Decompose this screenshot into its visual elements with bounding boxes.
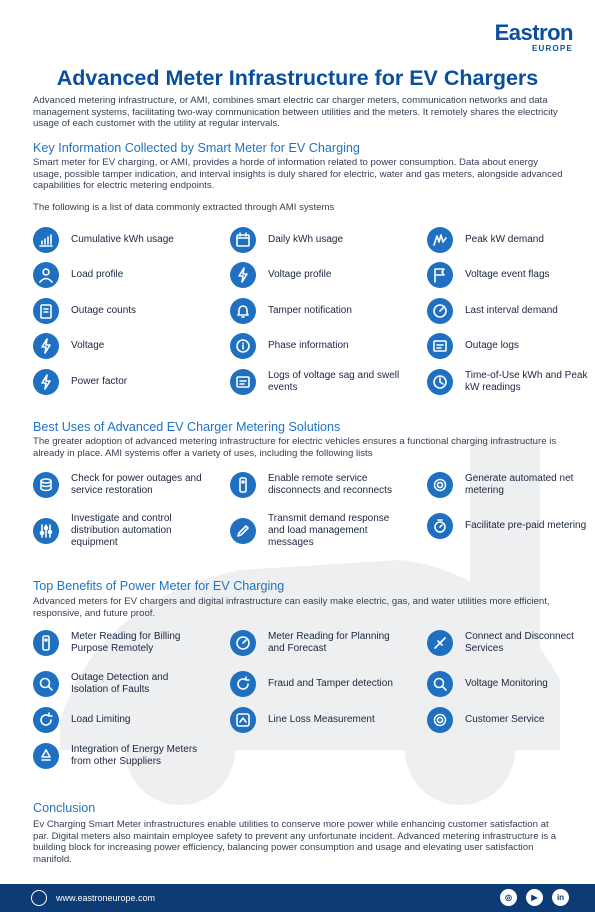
gauge-icon <box>230 630 256 656</box>
key-item <box>33 262 208 288</box>
item-label: Connect and Disconnect Services <box>465 631 574 654</box>
key-info-intro-list: The following is a list of data commonly extracted through AMI systems <box>33 202 335 213</box>
database-icon <box>33 472 59 498</box>
item-label: Line Loss Measurement <box>268 714 375 725</box>
item-label: Tamper notification <box>268 305 352 316</box>
sliders-icon <box>33 518 59 544</box>
plug-icon <box>427 630 453 656</box>
peak-icon <box>427 227 453 253</box>
item-label: Transmit demand response and load management messages <box>268 513 390 548</box>
key-item <box>33 298 208 324</box>
key-item <box>427 369 595 395</box>
brand-name: Eastron <box>494 20 573 45</box>
item-label: Outage logs <box>465 340 519 351</box>
key-item <box>427 333 595 359</box>
item-label: Meter Reading for Planning and Forecast <box>268 631 390 654</box>
uses-item <box>33 513 208 549</box>
meter-icon <box>230 707 256 733</box>
key-item <box>230 369 405 395</box>
item-label: Integration of Energy Meters from other Suppliers <box>71 744 198 767</box>
item-label: Check for power outages and service restoration <box>71 473 202 496</box>
item-label: Peak kW demand <box>465 234 544 245</box>
item-label: Outage Detection and Isolation of Faults <box>71 672 169 695</box>
item-label: Time-of-Use kWh and Peak kW readings <box>465 370 588 393</box>
item-label: Voltage profile <box>268 269 332 280</box>
intro-text: Advanced metering infrastructure, or AMI, combines smart electric car charger meters, communication networks and data management systems, facilitating two-way communication between utilities and the meters. It remotely shares the electricity usage of each customer with the utility at regular intervals. <box>33 95 558 129</box>
log-icon <box>230 369 256 395</box>
key-item <box>230 298 405 324</box>
bolt-icon <box>33 369 59 395</box>
item-label: Load Limiting <box>71 714 131 725</box>
uses-item <box>230 472 405 498</box>
gauge-icon <box>427 298 453 324</box>
key-info-heading: Key Information Collected by Smart Meter for EV Charging <box>33 141 360 155</box>
item-label: Outage counts <box>71 305 137 316</box>
benefits-item <box>33 671 208 697</box>
key-item <box>33 369 208 395</box>
item-label: Voltage <box>71 340 105 351</box>
flag-icon <box>427 262 453 288</box>
key-item <box>33 333 208 359</box>
item-label: Logs of voltage sag and swell events <box>268 370 400 393</box>
gear-icon <box>427 707 453 733</box>
brand-sub: EUROPE <box>532 44 573 53</box>
key-item <box>230 262 405 288</box>
bell-icon <box>230 298 256 324</box>
benefits-heading: Top Benefits of Power Meter for EV Charging <box>33 579 285 593</box>
item-label: Cumulative kWh usage <box>71 234 174 245</box>
benefits-item <box>33 707 208 733</box>
item-label: Load profile <box>71 269 124 280</box>
item-label: Facilitate pre-paid metering <box>465 520 587 531</box>
benefits-paragraph: Advanced meters for EV chargers and digital infrastructure can easily make electric, gas, and water utilities more efficient, responsive, and future proof. <box>33 596 550 619</box>
info-icon <box>230 333 256 359</box>
footer <box>0 884 595 912</box>
remote-icon <box>230 472 256 498</box>
refresh-icon <box>33 707 59 733</box>
item-label: Phase information <box>268 340 349 351</box>
clipboard-icon <box>33 298 59 324</box>
globe-icon <box>31 890 47 906</box>
benefits-item <box>230 671 405 697</box>
log-icon <box>427 333 453 359</box>
item-label: Voltage Monitoring <box>465 678 548 689</box>
item-label: Voltage event flags <box>465 269 550 280</box>
benefits-item <box>33 743 208 769</box>
best-uses-paragraph: The greater adoption of advanced metering infrastructure for electric vehicles ensures a functional charging infrastructure is already in place. AMI systems offer a variety of uses, including the following lists <box>33 436 557 459</box>
timer-icon <box>427 513 453 539</box>
youtube-icon[interactable]: ▶ <box>526 889 543 906</box>
key-item <box>33 227 208 253</box>
key-item <box>230 227 405 253</box>
item-label: Investigate and control distribution automation equipment <box>71 513 172 548</box>
uses-item <box>427 513 595 539</box>
bolt-icon <box>33 333 59 359</box>
item-label: Power factor <box>71 376 128 387</box>
benefits-item <box>427 707 595 733</box>
user-icon <box>33 262 59 288</box>
page-title: Advanced Meter Infrastructure for EV Chargers <box>56 66 539 90</box>
calendar-icon <box>230 227 256 253</box>
gear-icon <box>427 472 453 498</box>
item-label: Meter Reading for Billing Purpose Remotely <box>71 631 181 654</box>
key-item <box>427 227 595 253</box>
benefits-item <box>427 630 595 656</box>
uses-item <box>230 513 405 549</box>
search-icon <box>33 671 59 697</box>
edit-icon <box>230 518 256 544</box>
recycle-icon <box>33 743 59 769</box>
key-item <box>427 262 595 288</box>
key-item <box>427 298 595 324</box>
benefits-item <box>33 630 208 656</box>
brand-logo[interactable] <box>495 22 573 53</box>
refresh-icon <box>230 671 256 697</box>
item-label: Generate automated net metering <box>465 473 574 496</box>
item-label: Customer Service <box>465 714 545 725</box>
benefits-item <box>230 630 405 656</box>
search-icon <box>427 671 453 697</box>
best-uses-heading: Best Uses of Advanced EV Charger Metering Solutions <box>33 420 341 434</box>
conclusion-paragraph: Ev Charging Smart Meter infrastructures enable utilities to conserve more power while enhancing customer satisfaction at par. Digital meters also maintain employee safety to prevent any unfortunate incident. Advanced metering infrastructure is a building block for increasing power efficiency, balancing power consumption and usage and elevating user satisfaction manifold. <box>33 819 557 865</box>
clock-icon <box>427 369 453 395</box>
website-link[interactable]: www.eastroneurope.com <box>56 893 156 903</box>
uses-item <box>33 472 208 498</box>
item-label: Fraud and Tamper detection <box>268 678 393 689</box>
linkedin-icon[interactable]: in <box>552 889 569 906</box>
uses-item <box>427 472 595 498</box>
instagram-icon[interactable]: ◎ <box>500 889 517 906</box>
key-info-paragraph: Smart meter for EV charging, or AMI, provides a horde of information related to power consumption. Data about energy usage, possible tamper indication, and interval insights is duly shared for electric, water and gas meters, alongside advanced capabilities for electric metering endpoints. <box>33 157 563 191</box>
item-label: Enable remote service disconnects and reconnects <box>268 473 392 496</box>
benefits-item <box>230 707 405 733</box>
key-item <box>230 333 405 359</box>
item-label: Last interval demand <box>465 305 558 316</box>
benefits-item <box>427 671 595 697</box>
chart-icon <box>33 227 59 253</box>
remote-icon <box>33 630 59 656</box>
conclusion-heading: Conclusion <box>33 801 96 815</box>
item-label: Daily kWh usage <box>268 234 344 245</box>
voltage-profile-icon <box>230 262 256 288</box>
